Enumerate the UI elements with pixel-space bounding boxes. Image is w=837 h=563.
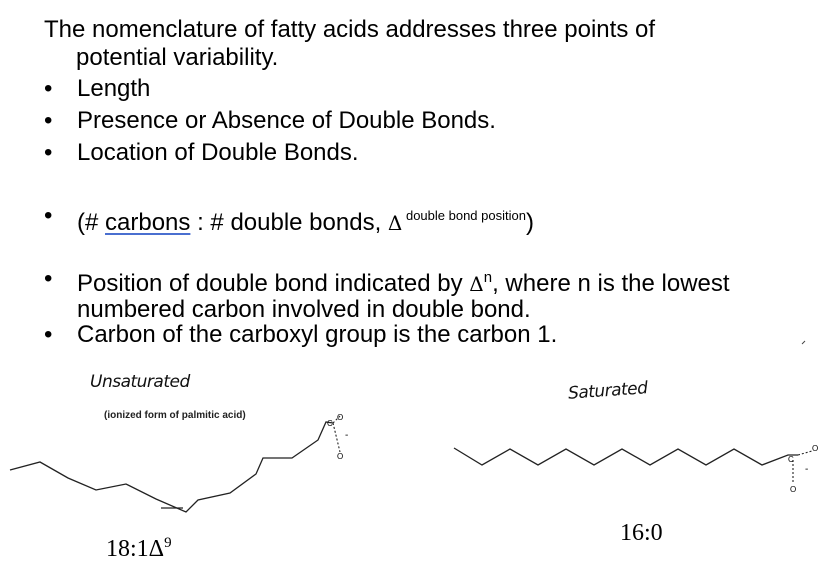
unsaturated-label: Unsaturated — [90, 372, 190, 392]
delta-symbol: Δ — [469, 272, 484, 296]
bullet-text: Location of Double Bonds. — [77, 139, 359, 166]
carboxyl-o-down: O — [790, 485, 797, 494]
bullet-text: Position of double bond indicated by $\Delta^n$, where n is the lowest numbered carbon involved in double bond. — [77, 269, 730, 323]
saturated-notation: 16:0 — [620, 520, 663, 546]
superscript: n — [483, 269, 493, 286]
carboxyl-charge-right: - — [805, 464, 809, 475]
carbons-link: carbons — [105, 209, 191, 236]
bullet-dot: • — [44, 321, 53, 348]
carboxyl-o-bottom: O — [337, 452, 344, 461]
carboxyl-o-top: O — [337, 413, 344, 422]
bullet-dot: • — [44, 202, 53, 229]
palmitic-caption: (ionized form of palmitic acid) — [104, 410, 246, 421]
bullet-dot: • — [44, 265, 53, 292]
carboxyl-c: C — [327, 419, 333, 428]
stray-tick — [802, 341, 805, 344]
superscript: double bond position — [402, 208, 526, 223]
saturated-label: Saturated — [567, 378, 649, 404]
unsaturated-notation: $18:1\Delta^9$ — [106, 535, 172, 562]
carboxyl-charge: - — [345, 430, 349, 441]
carboxyl-bond-o-right — [798, 451, 812, 455]
intro-line-1: The nomenclature of fatty acids addresses three points of — [44, 16, 656, 43]
saturated-chain — [454, 448, 798, 465]
carboxyl-o-right: O — [812, 444, 819, 453]
bullet-dot: • — [44, 139, 53, 166]
bullet-dot: • — [44, 107, 53, 134]
bullet-dot: • — [44, 75, 53, 102]
bullet-text: Carbon of the carboxyl group is the carbon 1. — [77, 321, 558, 348]
bullet-text: Length — [77, 75, 151, 102]
carboxyl-c-right: C — [788, 455, 794, 464]
delta-symbol: Δ — [387, 211, 403, 235]
intro-line-2: potential variability. — [76, 44, 279, 71]
notation-superscript: 9 — [164, 535, 172, 551]
bullet-text: Presence or Absence of Double Bonds. — [77, 107, 496, 134]
carboxyl-bond-o-bottom — [333, 423, 340, 452]
bullet-text: (# carbons : # double bonds, Δ $^{double bond position}$) — [77, 208, 534, 236]
unsaturated-chain — [10, 422, 333, 512]
